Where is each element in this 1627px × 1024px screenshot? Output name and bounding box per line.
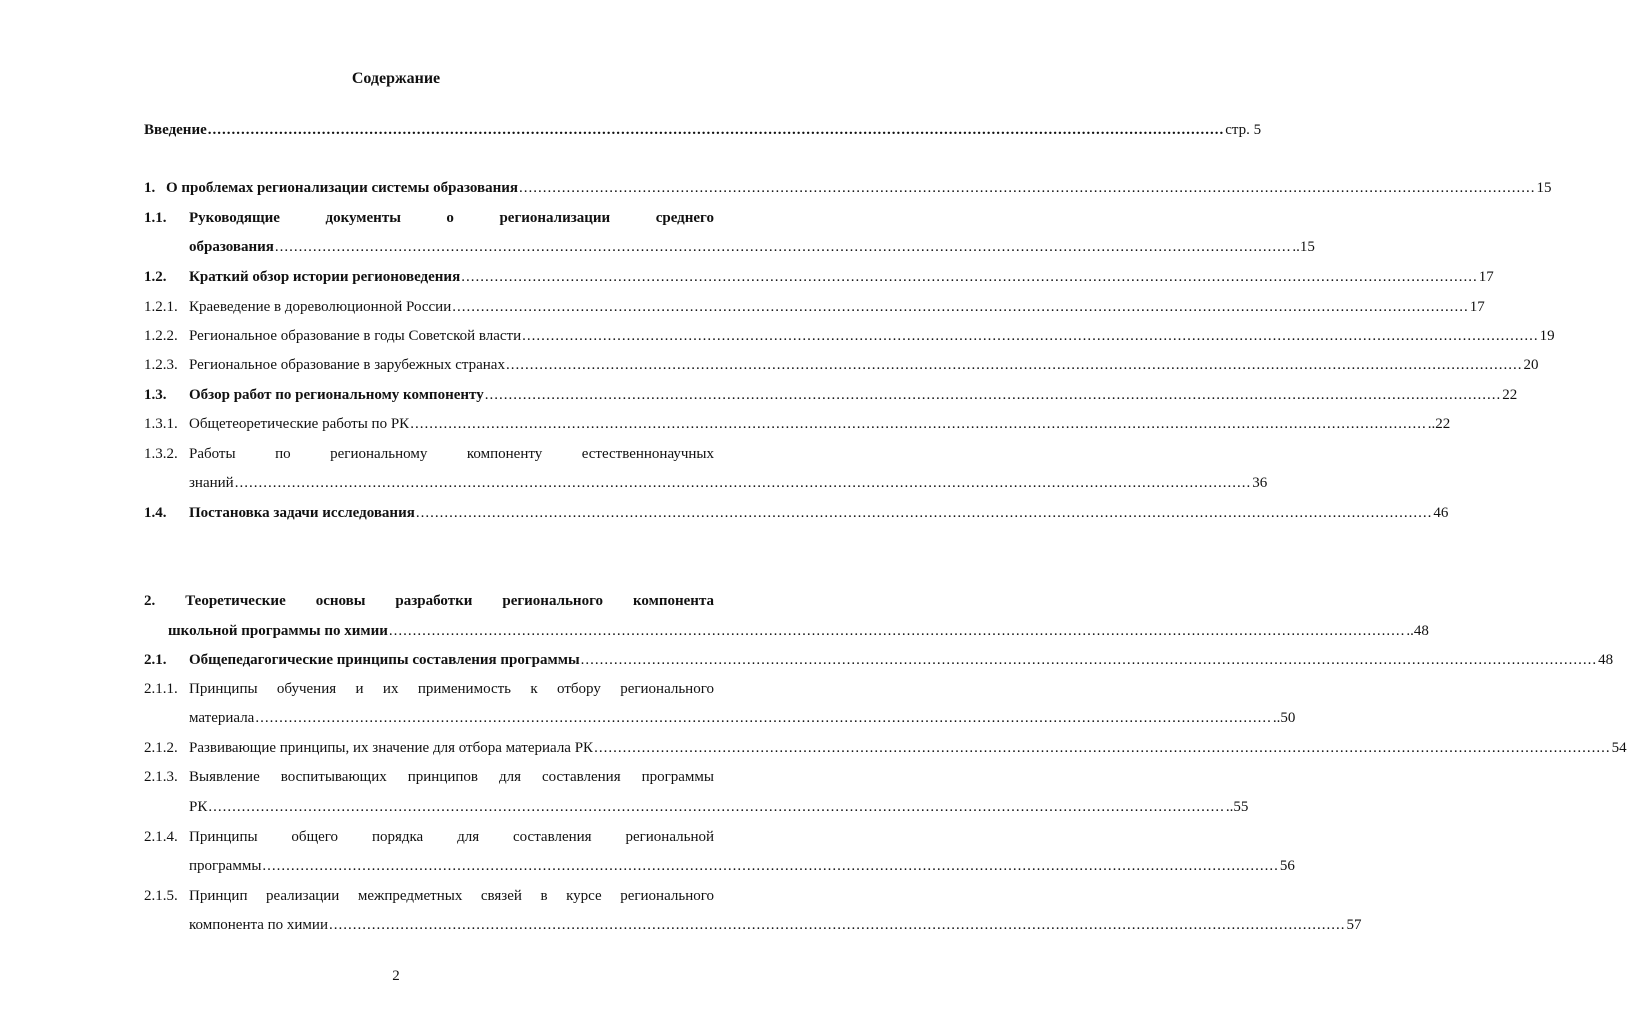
toc-entry-number: 1.1. <box>144 210 167 226</box>
page-number: 2 <box>392 968 400 984</box>
toc-entry-label: Выявление воспитывающих принципов для составления программы <box>189 769 714 785</box>
toc-entry-label: О проблемах регионализации системы образования <box>166 180 519 196</box>
leader-dots <box>485 385 1502 405</box>
toc-entry-1-1[interactable] <box>144 208 714 228</box>
leader-dots <box>329 915 1346 935</box>
toc-entry-number: 2.1.4. <box>144 829 178 845</box>
toc-entry-label: школьной программы по химии <box>168 623 388 639</box>
toc-page-number: стр. 5 <box>1225 122 1262 138</box>
toc-entry-label: образования <box>189 239 274 255</box>
leader-dots <box>208 797 1225 817</box>
toc-entry-label: Введение <box>144 122 207 138</box>
toc-entry-label: программы <box>189 858 262 874</box>
toc-entry-label: Краеведение в дореволюционной России <box>189 299 452 315</box>
toc-entry-number: 1.2.2. <box>144 328 178 344</box>
toc-entry-1-3-1[interactable] <box>144 414 1451 434</box>
toc-entry-1-1-cont[interactable] <box>189 237 1315 257</box>
toc-entry-chapter-2-cont[interactable] <box>168 621 1429 641</box>
toc-entry-1-2-2[interactable] <box>144 326 1555 346</box>
leader-dots <box>275 237 1292 257</box>
leader-dots <box>389 621 1406 641</box>
toc-page-number: ..55 <box>1225 799 1249 815</box>
toc-entry-2-1-1[interactable] <box>144 679 714 699</box>
leader-dots <box>255 708 1272 728</box>
leader-dots <box>208 120 1225 140</box>
toc-entry-2-1-3-cont[interactable] <box>189 797 1249 817</box>
toc-entry-2-1-2[interactable] <box>144 738 1627 758</box>
toc-page-number: ..15 <box>1292 239 1315 255</box>
leader-dots <box>235 473 1252 493</box>
toc-entry-label: компонента по химии <box>189 917 328 933</box>
toc-entry-label: Общетеоретические работы по РК <box>189 416 410 432</box>
toc-entry-label: Обзор работ по региональному компоненту <box>189 387 484 403</box>
toc-entry-1-3-2[interactable] <box>144 444 714 464</box>
toc-entry-chapter-1[interactable] <box>144 178 1552 198</box>
leader-dots <box>522 326 1539 346</box>
leader-dots <box>461 267 1478 287</box>
toc-entry-label: Принцип реализации межпредметных связей в курсе регионального <box>189 888 714 904</box>
toc-page-number: 17 <box>1478 269 1494 285</box>
toc-entry-intro[interactable] <box>144 120 1262 140</box>
toc-entry-1-3[interactable] <box>144 385 1518 405</box>
leader-dots <box>506 355 1523 375</box>
toc-entry-label: Руководящие документы о регионализации среднего <box>189 210 714 226</box>
toc-entry-number: 2.1. <box>144 652 167 668</box>
toc-entry-label: Работы по региональному компоненту естественнонаучных <box>189 446 714 462</box>
toc-entry-2-1[interactable] <box>144 650 1614 670</box>
toc-entry-label: Развивающие принципы, их значение для отбора материала РК <box>189 740 594 756</box>
toc-page-number: 48 <box>1598 652 1614 668</box>
toc-entry-number: 2.1.1. <box>144 681 178 697</box>
toc-entry-2-1-3[interactable] <box>144 767 714 787</box>
leader-dots <box>519 178 1536 198</box>
leader-dots <box>594 738 1611 758</box>
toc-entry-number: 1.2.1. <box>144 299 178 315</box>
toc-entry-1-2[interactable] <box>144 267 1494 287</box>
toc-page-number: 20 <box>1523 357 1539 373</box>
page-title: Содержание <box>351 70 441 87</box>
toc-entry-number: 1.2. <box>144 269 167 285</box>
leader-dots <box>416 503 1433 523</box>
toc-entry-2-1-5-cont[interactable] <box>189 915 1362 935</box>
toc-page-number: ..50 <box>1272 710 1296 726</box>
toc-page-number: ..22 <box>1427 416 1451 432</box>
toc-entry-number: 2.1.2. <box>144 740 178 756</box>
toc-page-number: 46 <box>1433 505 1449 521</box>
toc-page-number: 17 <box>1469 299 1485 315</box>
toc-entry-2-1-5[interactable] <box>144 886 714 906</box>
toc-entry-number: 1. <box>144 180 156 196</box>
toc-page-number: 57 <box>1346 917 1362 933</box>
toc-entry-number: 1.3. <box>144 387 167 403</box>
toc-page-number: 54 <box>1611 740 1627 756</box>
leader-dots <box>452 297 1469 317</box>
toc-entry-1-2-3[interactable] <box>144 355 1539 375</box>
toc-entry-chapter-2[interactable] <box>144 591 714 611</box>
toc-entry-1-3-2-cont[interactable] <box>189 473 1268 493</box>
toc-page-number: 22 <box>1502 387 1518 403</box>
toc-entry-label: Региональное образование в зарубежных странах <box>189 357 505 373</box>
toc-entry-1-4[interactable] <box>144 503 1449 523</box>
toc-entry-number: 1.3.2. <box>144 446 178 462</box>
toc-page-number: 56 <box>1279 858 1295 874</box>
leader-dots <box>410 414 1427 434</box>
toc-page-number: ..48 <box>1406 623 1429 639</box>
toc-entry-number: 2.1.3. <box>144 769 178 785</box>
toc-page-number: 15 <box>1536 180 1552 196</box>
toc-entry-label: Принципы обучения и их применимость к отбору регионального <box>189 681 714 697</box>
toc-entry-label: материала <box>189 710 255 726</box>
leader-dots <box>262 856 1279 876</box>
toc-entry-label: Краткий обзор истории регионоведения <box>189 269 461 285</box>
toc-entry-number: 2.1.5. <box>144 888 178 904</box>
toc-entry-1-2-1[interactable] <box>144 297 1485 317</box>
toc-entry-2-1-4[interactable] <box>144 827 714 847</box>
toc-entry-label: Общепедагогические принципы составления программы <box>189 652 580 668</box>
toc-entry-2-1-4-cont[interactable] <box>189 856 1295 876</box>
toc-entry-label: 2. Теоретические основы разработки регионального компонента <box>144 593 714 609</box>
toc-entry-number: 1.4. <box>144 505 167 521</box>
toc-entry-label: Региональное образование в годы Советской власти <box>189 328 522 344</box>
toc-entry-label: знаний <box>189 475 234 491</box>
toc-entry-number: 1.2.3. <box>144 357 178 373</box>
toc-page-number: 36 <box>1252 475 1268 491</box>
toc-entry-2-1-1-cont[interactable] <box>189 708 1296 728</box>
leader-dots <box>581 650 1598 670</box>
toc-entry-label: Принципы общего порядка для составления региональной <box>189 829 714 845</box>
toc-entry-label: Постановка задачи исследования <box>189 505 415 521</box>
toc-entry-label: РК <box>189 799 208 815</box>
toc-page-number: 19 <box>1539 328 1555 344</box>
toc-entry-number: 1.3.1. <box>144 416 178 432</box>
